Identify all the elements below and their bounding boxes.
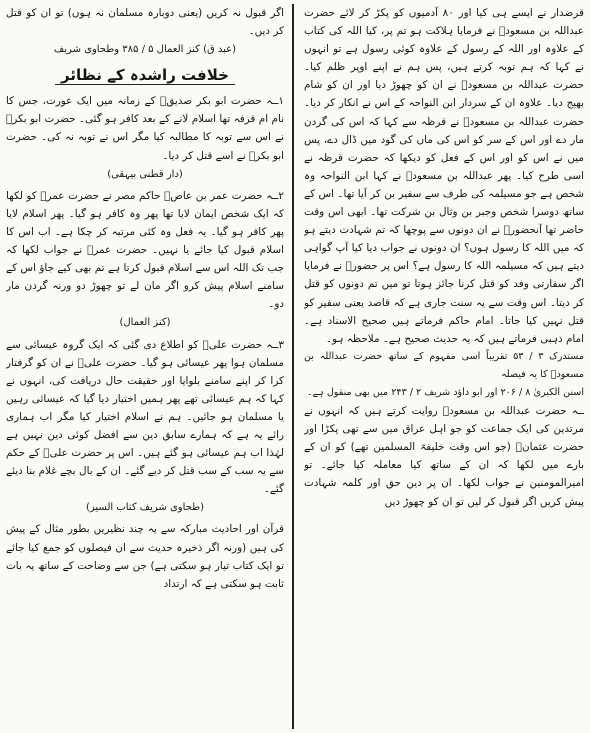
left-reference-1: (دار قطنی بیہقی) [107, 168, 183, 180]
left-reference-2: (کنز العمال) [119, 317, 171, 329]
left-reference-3: (طحاوی شریف کتاب السیر) [85, 502, 204, 514]
left-paragraph-4: قرآن اور احادیث مبارکہ سے یہ چند نظیریں بطور مثال کے پیش کی ہیں (ورنہ اگر ذخیرہ حدیث سے ان فیصلوں کو جمع کیا جائے تو ایک کتاب تیار ہو سکتی ہے) جن سے وضاحت کے ساتھ یہ بات ثابت ہو سکتی ہے کہ ارتداد [6, 523, 284, 590]
reference-mustadrak: مستدرک ۳ / ۵۳ تقریباً اسی مفہوم کے ساتھ حضرت عبداللہ بن مسعودؓ کا یہ فیصلہ [304, 350, 584, 380]
left-paragraph-3: ۳ــہ حضرت علیؓ کو اطلاع دی گئی کہ ایک گروہ عیسائی سے مسلمان ہوا پھر عیسائی ہو گیا۔ حضرت علیؓ نے ان کو گرفتار کرا کر اپنے سامنے بلوایا اور حقیقت حال دریافت کی، انہوں نے کہا کہ ہم عیسائی تھے پھر ہمیں اختیار دیا گیا کہ عیسائی رہیں یا مسلمان ہو جائیں۔ ہم نے اسلام اختیار کیا مگر اب ہماری رائے یہ ہے کہ ہمارے سابق دین سے افضل کوئی دین نہیں ہے لہٰذا اب ہم عیسائی ہو گئے ہیں۔ اس پر حضرت علیؓ کے حکم سے یہ سب کے سب قتل کر دیے گئے۔ ان کے بال بچے غلام بنا دیئے گئے۔ [6, 338, 284, 496]
right-paragraph-2: ــہ حضرت عبداللہ بن مسعودؓ روایت کرتے ہیں کہ انہوں نے مرتدین کی ایک جماعت کو جو اہل عراق میں سے تھی پکڑا اور حضرت عثمانؓ (جو اس وقت خلیفۃ المسلمین تھے) کو ان کے بارے میں لکھا کہ ان کے ساتھ کیا معاملہ کیا جائے۔ تو امیرالمومنین نے جواب لکھا۔ ان پر دین حق اور کلمہ شہادت پیش کریں اگر قبول کر لیں تو ان کو چھوڑ دیں [304, 405, 584, 508]
right-paragraph-1: قرضدار نے ایسے ہی کیا اور ۸۰ آدمیوں کو پکڑ کر لائے حضرت عبداللہ بن مسعودؓ نے فرمایا ہلاکت ہو تم پر، کیا اللہ کی کتاب کے علاوہ اور اللہ کے رسول کے علاوہ کوئی رسول ہے تو انہوں نے کہا کہ ہم توبہ کرتے ہیں، پس ہم نے اپنے اوپر ظلم کیا۔ حضرت عبداللہ بن مسعودؓ نے ان کو چھوڑ دیا اور ان کو شام بھیج دیا۔ علاوہ ان کے سردار ابن النواحہ کے اس نے انکار کر دیا۔ حضرت عبداللہ بن مسعودؓ نے قرظہ سے کہا کہ اس کی گردن مار دے اور اس کے سر کو اس کی ماں کی گود میں ڈال دے، پس میں نے اس کو اور اس کے فعل کو دیکھا کہ حضرت قرظہ نے اسی طرح کیا۔ پھر عبداللہ بن مسعودؓ نے کہا ابن النواحہ وہ شخص ہے جو مسیلمہ کی طرف سے سفیر بن کر آیا تھا۔ اس کے ساتھ دوسرا شخص وجبر بن وثال بن شرکت تھا۔ ابھی اس وقت حاضر تھا آنحضورؐ نے ان دونوں سے پوچھا کہ تم شہادت دیتے ہو کہ میں اللہ کا رسول ہوں؟ ان دونوں نے جواب دیا کیا آپ گواہی دیتے ہیں کہ مسیلمہ اللہ کا رسول ہے؟ اس پر حضورؐ نے فرمایا اگر سفارتی وفد کو قتل کرنا جائز ہوتا تو میں تم دونوں کو قتل کر دیتا۔ اس وقت سے یہ سنت جاری ہے کہ قاصد یعنی سفیر کو قتل نہیں کیا جاتا۔ امام حاکم فرماتے ہیں صحیح الاسناد ہے۔ امام ذہبی فرماتے ہیں کہ یہ حدیث صحیح ہے۔ ملاحظہ ہو۔ [304, 7, 584, 345]
section-heading-text: خلافت راشدہ کے نظائر [55, 66, 235, 85]
column-divider [292, 4, 294, 729]
right-column [304, 4, 584, 729]
reference-sunan: اسنن الکبریٰ ۸ / ۲۰۶ اور ابو داؤد شریف ۲ / ۲۴۳ میں بھی منقول ہے۔ [306, 386, 584, 398]
section-heading [6, 64, 284, 86]
left-top-text: اگر قبول نہ کریں (یعنی دوبارہ مسلمان نہ ہوں) تو ان کو قتل کر دیں۔ [6, 7, 284, 38]
left-paragraph-1: ۱ــہ حضرت ابو بکر صدیقؓ کے زمانہ میں ایک عورت، جس کا نام ام قرفہ تھا اسلام لانے کے بعد کافر ہو گئی۔ حضرت ابو بکرؓ نے اس سے توبہ کا مطالبہ کیا مگر اس نے توبہ نہ کی۔ حضرت ابو بکرؓ نے اسے قتل کر دیا۔ [6, 95, 284, 162]
left-column [6, 4, 284, 729]
left-paragraph-2: ۲ــہ حضرت عمر بن عاصؓ حاکم مصر نے حضرت عمرؓ کو لکھا کہ ایک شخص ایمان لایا تھا پھر وہ کافر ہو گیا۔ پھر اسلام لایا پھر کافر ہو گیا۔ یہ فعل وہ کئی مرتبہ کر چکا ہے۔ اب اس کا اسلام قبول کیا جائے یا نہیں۔ حضرت عمرؓ نے جواب لکھا کہ جب تک اللہ اس سے اسلام قبول کرتا ہے تم بھی کیے جاؤ اس کے سامنے اسلام پیش کرو اگر مان لے تو چھوڑ دو ورنہ گردن مار دو۔ [6, 189, 284, 311]
left-top-reference: (عبد ق) کنز العمال ۵ / ۳۸۵ وطحاوی شریف [53, 44, 237, 56]
